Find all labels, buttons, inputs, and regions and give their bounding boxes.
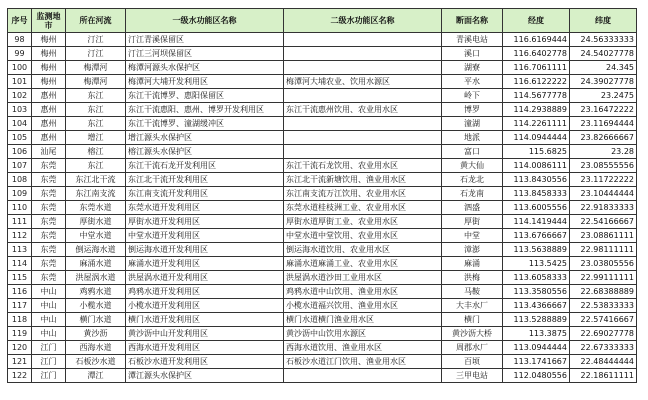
- water-function-zone-table: [7, 8, 637, 383]
- cell-section: 厚街: [442, 215, 503, 229]
- cell-seq: 107: [8, 159, 32, 173]
- cell-secondary-zone: 厚街水道厚街工业、农业用水区: [284, 215, 442, 229]
- cell-longitude: 114.2938889: [503, 103, 570, 117]
- cell-latitude: 24.39027778: [570, 75, 637, 89]
- cell-primary-zone: 小榄水道开发利用区: [126, 299, 284, 313]
- cell-latitude: 24.54027778: [570, 47, 637, 61]
- cell-section: 麻涌: [442, 257, 503, 271]
- table-row: [8, 341, 637, 355]
- header-longitude: 经度: [503, 9, 570, 33]
- cell-river: 东江: [66, 159, 126, 173]
- table-row: [8, 187, 637, 201]
- cell-city: 梅州: [32, 75, 66, 89]
- table-row: [8, 33, 637, 47]
- table-row: [8, 243, 637, 257]
- cell-longitude: 113.6058333: [503, 271, 570, 285]
- cell-section: 潼湖: [442, 117, 503, 131]
- cell-secondary-zone: 东莞水道桂枝洲工业、农业用水区: [284, 201, 442, 215]
- header-seq: 序号: [8, 9, 32, 33]
- table-row: [8, 173, 637, 187]
- cell-seq: 114: [8, 257, 32, 271]
- cell-river: 中堂水道: [66, 229, 126, 243]
- cell-longitude: 113.8458333: [503, 187, 570, 201]
- cell-river: 厚街水道: [66, 215, 126, 229]
- cell-longitude: 116.6402778: [503, 47, 570, 61]
- cell-seq: 122: [8, 369, 32, 383]
- cell-secondary-zone: 横门水道横门渔业用水区: [284, 313, 442, 327]
- cell-seq: 110: [8, 201, 32, 215]
- table-row: [8, 201, 637, 215]
- cell-longitude: 113.6005556: [503, 201, 570, 215]
- cell-seq: 117: [8, 299, 32, 313]
- table-body: [8, 33, 637, 383]
- cell-seq: 101: [8, 75, 32, 89]
- cell-seq: 102: [8, 89, 32, 103]
- cell-longitude: 114.1419444: [503, 215, 570, 229]
- cell-city: 中山: [32, 299, 66, 313]
- cell-latitude: 22.91833333: [570, 201, 637, 215]
- table-row: [8, 271, 637, 285]
- cell-longitude: 113.1741667: [503, 355, 570, 369]
- cell-section: 横门: [442, 313, 503, 327]
- cell-seq: 118: [8, 313, 32, 327]
- cell-city: 东莞: [32, 271, 66, 285]
- cell-longitude: 113.5638889: [503, 243, 570, 257]
- cell-secondary-zone: [284, 117, 442, 131]
- cell-section: 洪梅: [442, 271, 503, 285]
- header-secondary-zone: 二级水功能区名称: [284, 9, 442, 33]
- cell-city: 东莞: [32, 173, 66, 187]
- cell-section: 溪口: [442, 47, 503, 61]
- cell-city: 东莞: [32, 187, 66, 201]
- cell-latitude: 23.08555556: [570, 159, 637, 173]
- cell-river: 石板沙水道: [66, 355, 126, 369]
- cell-secondary-zone: 东江干流石龙饮用、农业用水区: [284, 159, 442, 173]
- cell-section: 石龙北: [442, 173, 503, 187]
- cell-river: 横门水道: [66, 313, 126, 327]
- cell-city: 东莞: [32, 159, 66, 173]
- cell-seq: 108: [8, 173, 32, 187]
- cell-secondary-zone: [284, 33, 442, 47]
- cell-latitude: 23.16472222: [570, 103, 637, 117]
- cell-latitude: 22.67333333: [570, 341, 637, 355]
- cell-latitude: 23.82666667: [570, 131, 637, 145]
- cell-secondary-zone: 鸡鸦水道中山饮用、渔业用水区: [284, 285, 442, 299]
- cell-secondary-zone: 梅潭河大埔农业、饮用水源区: [284, 75, 442, 89]
- table-row: [8, 355, 637, 369]
- cell-city: 江门: [32, 341, 66, 355]
- cell-primary-zone: 东江干流惠阳、惠州、博罗开发利用区: [126, 103, 284, 117]
- cell-primary-zone: 石板沙水道开发利用区: [126, 355, 284, 369]
- cell-latitude: 22.99111111: [570, 271, 637, 285]
- cell-latitude: 23.08861111: [570, 229, 637, 243]
- cell-city: 东莞: [32, 243, 66, 257]
- header-river: 所在河流: [66, 9, 126, 33]
- cell-section: 富口: [442, 145, 503, 159]
- cell-longitude: 116.6169444: [503, 33, 570, 47]
- cell-section: 平水: [442, 75, 503, 89]
- cell-secondary-zone: [284, 89, 442, 103]
- cell-city: 中山: [32, 285, 66, 299]
- cell-latitude: 22.53833333: [570, 299, 637, 313]
- cell-section: 马鞍: [442, 285, 503, 299]
- cell-secondary-zone: 西海水道饮用、渔业用水区: [284, 341, 442, 355]
- cell-longitude: 113.5288889: [503, 313, 570, 327]
- cell-seq: 120: [8, 341, 32, 355]
- cell-primary-zone: 梅潭河源头水保护区: [126, 61, 284, 75]
- cell-seq: 100: [8, 61, 32, 75]
- cell-primary-zone: 潭江源头水保护区: [126, 369, 284, 383]
- cell-seq: 106: [8, 145, 32, 159]
- cell-primary-zone: 麻涌水道开发利用区: [126, 257, 284, 271]
- cell-seq: 103: [8, 103, 32, 117]
- header-primary-zone: 一级水功能区名称: [126, 9, 284, 33]
- cell-city: 江门: [32, 369, 66, 383]
- cell-latitude: 22.69027778: [570, 327, 637, 341]
- cell-secondary-zone: 黄沙沥中山饮用水源区: [284, 327, 442, 341]
- header-section: 断面名称: [442, 9, 503, 33]
- cell-latitude: 22.68388889: [570, 285, 637, 299]
- cell-river: 小榄水道: [66, 299, 126, 313]
- cell-river: 增江: [66, 131, 126, 145]
- cell-primary-zone: 黄沙沥中山开发利用区: [126, 327, 284, 341]
- cell-city: 惠州: [32, 131, 66, 145]
- cell-longitude: 113.0944444: [503, 341, 570, 355]
- cell-river: 东莞水道: [66, 201, 126, 215]
- cell-latitude: 22.57416667: [570, 313, 637, 327]
- cell-primary-zone: 汀江青溪保留区: [126, 33, 284, 47]
- cell-longitude: 114.5677778: [503, 89, 570, 103]
- cell-secondary-zone: 麻涌水道麻涌工业、农业用水区: [284, 257, 442, 271]
- cell-primary-zone: 增江源头水保护区: [126, 131, 284, 145]
- table-row: [8, 117, 637, 131]
- cell-longitude: 114.0086111: [503, 159, 570, 173]
- cell-secondary-zone: 东江北干流新塘饮用、渔业用水区: [284, 173, 442, 187]
- cell-latitude: 22.18611111: [570, 369, 637, 383]
- cell-city: 中山: [32, 327, 66, 341]
- table-row: [8, 299, 637, 313]
- cell-primary-zone: 梅潭河大埔开发利用区: [126, 75, 284, 89]
- table-row: [8, 159, 637, 173]
- cell-secondary-zone: 石板沙水道江门饮用、渔业用水区: [284, 355, 442, 369]
- cell-section: 泗盛: [442, 201, 503, 215]
- cell-secondary-zone: 东江干流惠州饮用、农业用水区: [284, 103, 442, 117]
- cell-section: 三甲电站: [442, 369, 503, 383]
- cell-primary-zone: 倒运海水道开发利用区: [126, 243, 284, 257]
- cell-latitude: 24.345: [570, 61, 637, 75]
- cell-section: 大丰水厂: [442, 299, 503, 313]
- cell-section: 百顷: [442, 355, 503, 369]
- cell-secondary-zone: [284, 61, 442, 75]
- cell-river: 梅潭河: [66, 61, 126, 75]
- cell-latitude: 23.28: [570, 145, 637, 159]
- table-row: [8, 327, 637, 341]
- cell-primary-zone: 榕江源头水保护区: [126, 145, 284, 159]
- cell-primary-zone: 东江干流博罗、潼湖缓冲区: [126, 117, 284, 131]
- cell-section: 漳澎: [442, 243, 503, 257]
- cell-latitude: 24.56333333: [570, 33, 637, 47]
- table-row: [8, 75, 637, 89]
- cell-primary-zone: 厚街水道开发利用区: [126, 215, 284, 229]
- cell-latitude: 23.10444444: [570, 187, 637, 201]
- cell-latitude: 22.48444444: [570, 355, 637, 369]
- cell-river: 黄沙沥: [66, 327, 126, 341]
- cell-section: 地派: [442, 131, 503, 145]
- table-row: [8, 285, 637, 299]
- cell-longitude: 113.3580556: [503, 285, 570, 299]
- table-row: [8, 61, 637, 75]
- cell-seq: 99: [8, 47, 32, 61]
- cell-seq: 115: [8, 271, 32, 285]
- header-city: 监测地市: [32, 9, 66, 33]
- cell-seq: 121: [8, 355, 32, 369]
- cell-longitude: 113.3875: [503, 327, 570, 341]
- cell-latitude: 23.03805556: [570, 257, 637, 271]
- cell-seq: 119: [8, 327, 32, 341]
- cell-river: 梅潭河: [66, 75, 126, 89]
- cell-city: 东莞: [32, 257, 66, 271]
- cell-longitude: 113.8430556: [503, 173, 570, 187]
- cell-river: 鸡鸦水道: [66, 285, 126, 299]
- cell-secondary-zone: 倒运海水道饮用、农业用水区: [284, 243, 442, 257]
- cell-river: 榕江: [66, 145, 126, 159]
- cell-secondary-zone: [284, 47, 442, 61]
- cell-river: 潭江: [66, 369, 126, 383]
- cell-primary-zone: 汀江三河坝保留区: [126, 47, 284, 61]
- cell-latitude: 23.2475: [570, 89, 637, 103]
- cell-latitude: 23.11722222: [570, 173, 637, 187]
- cell-city: 梅州: [32, 33, 66, 47]
- cell-latitude: 23.11694444: [570, 117, 637, 131]
- cell-section: 中堂: [442, 229, 503, 243]
- cell-seq: 113: [8, 243, 32, 257]
- cell-section: 青溪电站: [442, 33, 503, 47]
- cell-primary-zone: 洪屋涡水道开发利用区: [126, 271, 284, 285]
- cell-seq: 109: [8, 187, 32, 201]
- table-row: [8, 47, 637, 61]
- cell-section: 石龙南: [442, 187, 503, 201]
- cell-longitude: 114.0944444: [503, 131, 570, 145]
- table-row: [8, 215, 637, 229]
- table-row: [8, 229, 637, 243]
- cell-seq: 111: [8, 215, 32, 229]
- cell-primary-zone: 东江干流石龙开发利用区: [126, 159, 284, 173]
- cell-secondary-zone: 东江南支流万江饮用、农业用水区: [284, 187, 442, 201]
- cell-longitude: 113.4366667: [503, 299, 570, 313]
- cell-city: 惠州: [32, 103, 66, 117]
- cell-river: 东江南支流: [66, 187, 126, 201]
- table-row: [8, 369, 637, 383]
- cell-section: 湖寮: [442, 61, 503, 75]
- table-row: [8, 257, 637, 271]
- cell-latitude: 22.54166667: [570, 215, 637, 229]
- cell-longitude: 113.6766667: [503, 229, 570, 243]
- cell-seq: 98: [8, 33, 32, 47]
- table-row: [8, 103, 637, 117]
- cell-primary-zone: 西海水道开发利用区: [126, 341, 284, 355]
- cell-secondary-zone: [284, 369, 442, 383]
- table-row: [8, 145, 637, 159]
- cell-section: 黄大仙: [442, 159, 503, 173]
- cell-city: 惠州: [32, 89, 66, 103]
- cell-primary-zone: 中堂水道开发利用区: [126, 229, 284, 243]
- cell-latitude: 22.98111111: [570, 243, 637, 257]
- cell-river: 东江: [66, 117, 126, 131]
- cell-river: 洪屋涡水道: [66, 271, 126, 285]
- table-row: [8, 313, 637, 327]
- cell-longitude: 116.6122222: [503, 75, 570, 89]
- cell-seq: 112: [8, 229, 32, 243]
- cell-seq: 116: [8, 285, 32, 299]
- cell-primary-zone: 鸡鸦水道开发利用区: [126, 285, 284, 299]
- cell-city: 东莞: [32, 215, 66, 229]
- cell-seq: 105: [8, 131, 32, 145]
- table-row: [8, 89, 637, 103]
- cell-secondary-zone: 中堂水道中堂饮用、农业用水区: [284, 229, 442, 243]
- cell-secondary-zone: 洪屋涡水道沙田工业用水区: [284, 271, 442, 285]
- cell-longitude: 113.5425: [503, 257, 570, 271]
- cell-river: 东江: [66, 89, 126, 103]
- cell-secondary-zone: [284, 131, 442, 145]
- cell-river: 东江: [66, 103, 126, 117]
- cell-primary-zone: 东江北干流开发利用区: [126, 173, 284, 187]
- cell-city: 梅州: [32, 47, 66, 61]
- cell-city: 梅州: [32, 61, 66, 75]
- cell-city: 汕尾: [32, 145, 66, 159]
- table-header-row: [8, 9, 637, 33]
- table-row: [8, 131, 637, 145]
- cell-longitude: 114.2261111: [503, 117, 570, 131]
- cell-river: 东江北干流: [66, 173, 126, 187]
- cell-secondary-zone: 小榄水道福兴饮用、渔业用水区: [284, 299, 442, 313]
- cell-city: 东莞: [32, 201, 66, 215]
- cell-longitude: 116.7061111: [503, 61, 570, 75]
- cell-city: 东莞: [32, 229, 66, 243]
- cell-river: 汀江: [66, 47, 126, 61]
- cell-section: 岭下: [442, 89, 503, 103]
- cell-section: 博罗: [442, 103, 503, 117]
- cell-primary-zone: 东江南支流开发利用区: [126, 187, 284, 201]
- cell-primary-zone: 东莞水道开发利用区: [126, 201, 284, 215]
- header-latitude: 纬度: [570, 9, 637, 33]
- cell-secondary-zone: [284, 145, 442, 159]
- cell-primary-zone: 东江干流博罗、惠阳保留区: [126, 89, 284, 103]
- cell-river: 倒运海水道: [66, 243, 126, 257]
- cell-section: 周郡水厂: [442, 341, 503, 355]
- cell-city: 中山: [32, 313, 66, 327]
- cell-section: 黄沙沥大桥: [442, 327, 503, 341]
- cell-primary-zone: 横门水道开发利用区: [126, 313, 284, 327]
- cell-river: 西海水道: [66, 341, 126, 355]
- cell-longitude: 112.0480556: [503, 369, 570, 383]
- cell-city: 惠州: [32, 117, 66, 131]
- cell-river: 汀江: [66, 33, 126, 47]
- cell-river: 麻涌水道: [66, 257, 126, 271]
- cell-seq: 104: [8, 117, 32, 131]
- cell-city: 江门: [32, 355, 66, 369]
- cell-longitude: 115.6825: [503, 145, 570, 159]
